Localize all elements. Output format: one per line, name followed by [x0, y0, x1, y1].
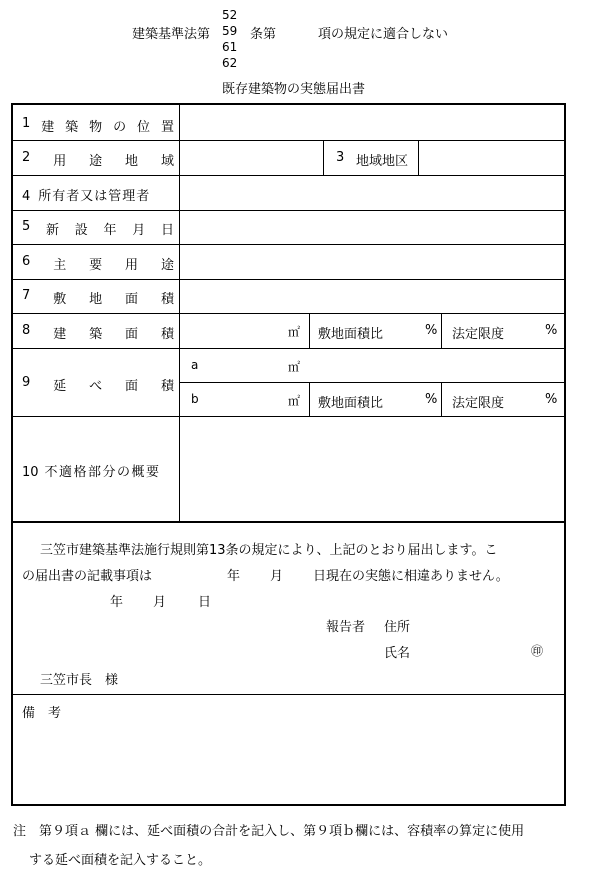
row9-limit-unit: % — [545, 392, 558, 407]
nonconforming-summary-field[interactable] — [182, 419, 562, 519]
name-label: 氏名 — [384, 646, 411, 661]
row-divider — [11, 210, 566, 211]
main-use-field[interactable] — [182, 246, 562, 277]
row5-label: 5 新 設 年 月 日 — [22, 219, 174, 238]
header-suffix: 項の規定に適合しない — [318, 27, 449, 42]
row7-label: 7 敷 地 面 積 — [22, 288, 174, 307]
col-divider — [418, 140, 419, 175]
year-option-52: 52 — [222, 8, 238, 22]
addressee: 三笠市長 様 — [40, 673, 119, 688]
construction-date-field[interactable] — [182, 212, 562, 242]
row9-b-label: b — [191, 392, 199, 406]
remarks-field[interactable] — [14, 722, 563, 802]
header-middle: 条第 — [250, 27, 277, 42]
row3-label: 地域地区 — [356, 154, 409, 169]
form-title: 既存建築物の実態届出書 — [222, 82, 366, 97]
declaration-line1: 三笠市建築基準法施行規則第13条の規定により、上記のとおり届出します。こ — [40, 543, 498, 558]
row4-label: 4 所有者又は管理者 — [22, 189, 151, 204]
col-divider — [441, 313, 442, 348]
seal-mark: ㊞ — [531, 644, 544, 658]
col-divider — [309, 313, 310, 348]
row-divider — [11, 279, 566, 280]
col-divider — [441, 382, 442, 416]
reporter-label: 報告者 — [326, 620, 366, 635]
district-field[interactable] — [421, 142, 561, 173]
label-column-divider — [179, 104, 180, 521]
row9-ratio-unit: % — [425, 392, 438, 407]
row-divider — [11, 416, 566, 417]
row9-ratio-label: 敷地面積比 — [318, 396, 384, 411]
row6-label: 6 主 要 用 途 — [22, 254, 174, 273]
row-divider — [11, 521, 566, 523]
row8-area-unit: ㎡ — [288, 325, 301, 339]
declaration-line2-rest: 日現在の実態に相違ありません。 — [313, 569, 509, 584]
owner-field[interactable] — [182, 177, 562, 208]
date-year: 年 — [110, 595, 124, 610]
date-day: 日 — [198, 595, 212, 610]
year-option-62: 62 — [222, 56, 238, 70]
row9-label: 9 延 べ 面 積 — [22, 375, 174, 394]
date-month: 月 — [153, 595, 167, 610]
building-location-field[interactable] — [182, 106, 562, 138]
row-divider — [11, 175, 566, 176]
row10-label: 10 不適格部分の概要 — [22, 465, 161, 480]
row9-inner-divider — [179, 382, 566, 383]
col-divider — [309, 382, 310, 416]
col-divider — [323, 140, 324, 175]
header-prefix: 建築基準法第 — [132, 27, 211, 42]
row-divider — [11, 140, 566, 141]
row3-num: 3 — [336, 150, 345, 165]
year-option-61: 61 — [222, 40, 238, 54]
row8-limit-label: 法定限度 — [452, 327, 505, 342]
row8-label: 8 建 築 面 積 — [22, 323, 174, 342]
row2-label: 2 用 途 地 域 — [22, 150, 174, 169]
use-zone-field[interactable] — [182, 142, 320, 173]
row9-a-label: a — [191, 358, 199, 372]
note-line2: する延べ面積を記入すること。 — [29, 853, 212, 868]
row-divider — [11, 694, 566, 695]
declaration-line2: の届出書の記載事項は — [22, 569, 153, 584]
row8-ratio-unit: % — [425, 323, 438, 338]
row-divider — [11, 348, 566, 349]
row-divider — [11, 313, 566, 314]
row1-label: 1 建 築 物 の 位 置 — [22, 116, 174, 135]
row9-a-unit: ㎡ — [288, 360, 301, 374]
row9-b-unit: ㎡ — [288, 394, 301, 408]
row9-limit-label: 法定限度 — [452, 396, 505, 411]
address-label: 住所 — [384, 620, 411, 635]
declaration-month: 月 — [270, 569, 284, 584]
year-option-59: 59 — [222, 24, 238, 38]
declaration-year: 年 — [227, 569, 241, 584]
row-divider — [11, 244, 566, 245]
note-line1: 注 第９項ａ 欄には、延べ面積の合計を記入し、第９項ｂ欄には、容積率の算定に使用 — [13, 824, 525, 839]
remarks-label: 備 考 — [22, 706, 62, 721]
row8-ratio-label: 敷地面積比 — [318, 327, 384, 342]
row8-limit-unit: % — [545, 323, 558, 338]
site-area-field[interactable] — [182, 281, 562, 311]
